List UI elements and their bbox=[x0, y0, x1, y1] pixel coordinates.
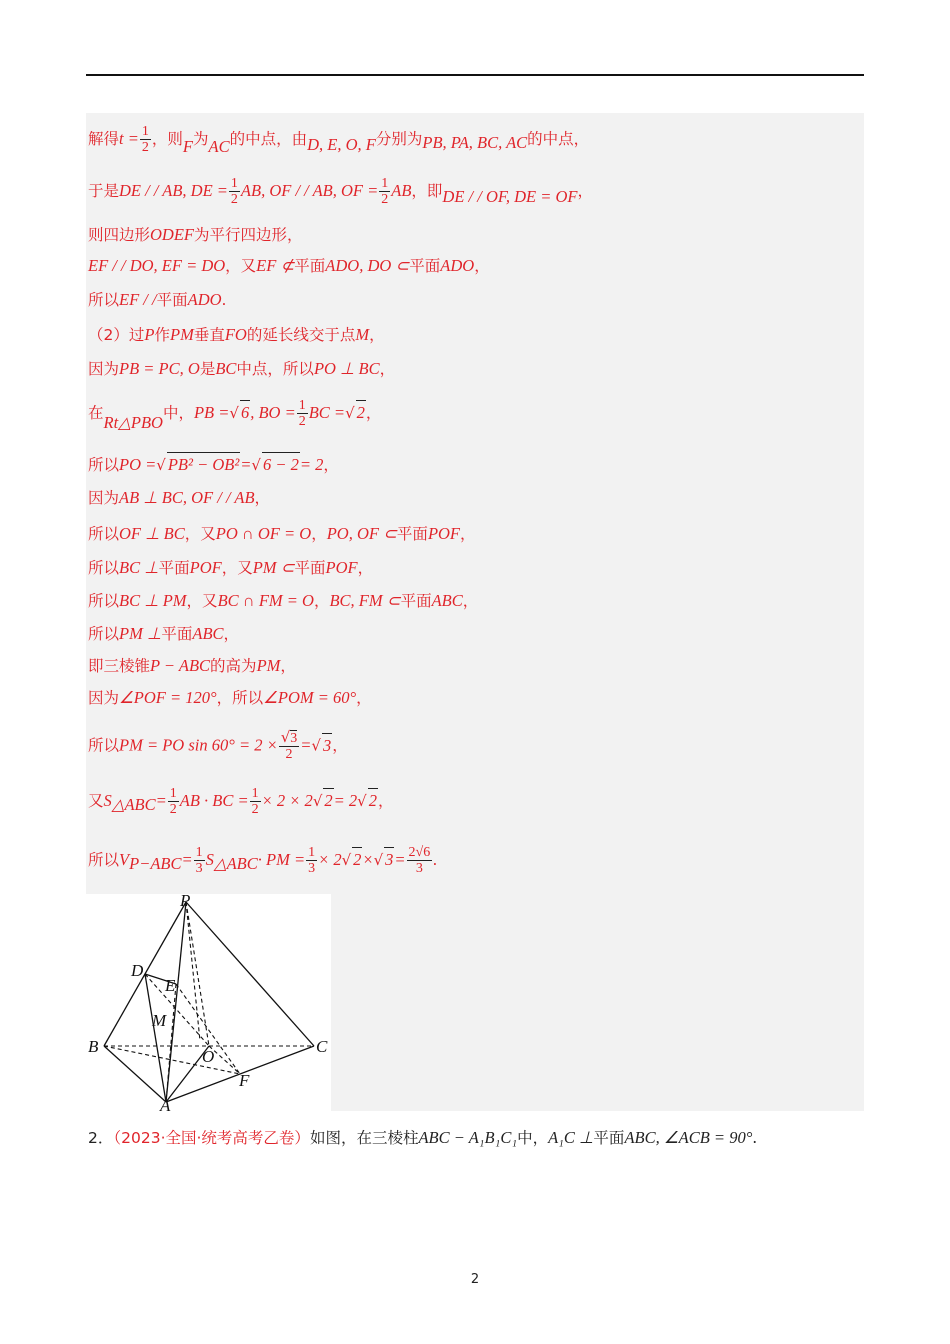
edge-BA bbox=[104, 1046, 166, 1102]
label-O: O bbox=[202, 1047, 215, 1066]
label-F: F bbox=[239, 1071, 250, 1090]
header-rule bbox=[86, 74, 864, 76]
label-B: B bbox=[88, 1037, 99, 1056]
solution-line-10: 因为AB ⊥ BC, OF / / AB， bbox=[88, 488, 271, 507]
pyramid-diagram bbox=[86, 894, 331, 1111]
solution-line-19: 所以$V_{P-ABC}=$ $\frac{1}{3}$ $S_{\triangle ABC}\cdot$ PM = $\frac{1}{3}$ × 2√ 2×√ 3= $\frac{2√6}{3}$ . bbox=[88, 845, 438, 876]
fraction: $\frac{1}{2}$ bbox=[141, 124, 149, 155]
solution-line-7: 因为PB = PC, O是BC中点，所以PO ⊥ BC， bbox=[88, 359, 396, 378]
solution-line-1: 解得t = $\frac{1}{2}$ ，则F为AC的中点，由D, E, O, F分别为PB, PA, BC, AC的中点， bbox=[88, 124, 590, 156]
solution-line-11: 所以OF ⊥ BC，又PO ∩ OF = O，PO, OF ⊂平面POF， bbox=[88, 524, 476, 543]
question-2: 2．（2023·全国·统考高考乙卷）如图，在三棱柱ABC − A₁B₁C₁中，A₁C ⊥平面ABC, ∠ACB = 90°. bbox=[88, 1128, 758, 1147]
solution-line-9: 所以PO =√ PB² − OB²=√ 6 − 2= 2， bbox=[88, 452, 339, 477]
edge-BF bbox=[104, 1046, 240, 1074]
solution-line-8: 在Rt△PBO中，PB =√ 6, BO = $\frac{1}{2}$ BC =√ 2， bbox=[88, 398, 382, 432]
solution-line-13: 所以BC ⊥ PM，又BC ∩ FM = O，BC, FM ⊂平面ABC， bbox=[88, 591, 479, 610]
label-C: C bbox=[316, 1037, 328, 1056]
solution-line-17: 所以PM = PO sin 60° = 2 × $\frac{√3}{2}$ =√ 3， bbox=[88, 728, 348, 762]
label-E: E bbox=[165, 976, 176, 995]
label-P: P bbox=[180, 894, 191, 910]
edge-EA bbox=[166, 984, 176, 1102]
solution-line-14: 所以PM ⊥平面ABC， bbox=[88, 624, 240, 643]
solution-line-3: 则四边形ODEF为平行四边形， bbox=[88, 225, 303, 244]
label-A: A bbox=[160, 1096, 171, 1111]
solution-line-6: （2）过P作PM垂直FO的延长线交于点M， bbox=[88, 325, 385, 344]
solution-line-5: 所以EF / /平面ADO. bbox=[88, 290, 227, 309]
label-M: M bbox=[152, 1011, 167, 1030]
question-number: 2． bbox=[88, 1129, 114, 1147]
pyramid-figure bbox=[86, 894, 331, 1111]
edge-PM bbox=[186, 902, 200, 1041]
solution-line-2: 于是DE / / AB, DE = $\frac{1}{2}$ AB, OF / / AB, OF = $\frac{1}{2}$ AB，即DE / / OF, DE = OF， bbox=[88, 176, 593, 207]
solution-line-15: 即三棱锥P − ABC的高为PM， bbox=[88, 656, 296, 675]
page-number: 2 bbox=[470, 1272, 480, 1287]
edge-DA bbox=[145, 974, 166, 1102]
label-D: D bbox=[131, 961, 144, 980]
solution-line-18: 又$S_{\triangle ABC}=$ $\frac{1}{2}$ AB · BC = $\frac{1}{2}$ × 2 × 2√ 2= 2√ 2， bbox=[88, 786, 394, 817]
solution-line-12: 所以BC ⊥平面POF，又PM ⊂平面POF， bbox=[88, 558, 374, 577]
solution-line-16: 因为∠POF = 120°，所以∠POM = 60°， bbox=[88, 688, 372, 707]
solution-line-4: EF / / DO, EF = DO，又EF ⊄平面ADO, DO ⊂平面ADO， bbox=[88, 256, 490, 275]
question-source: （2023·全国·统考高考乙卷） bbox=[113, 1129, 310, 1147]
